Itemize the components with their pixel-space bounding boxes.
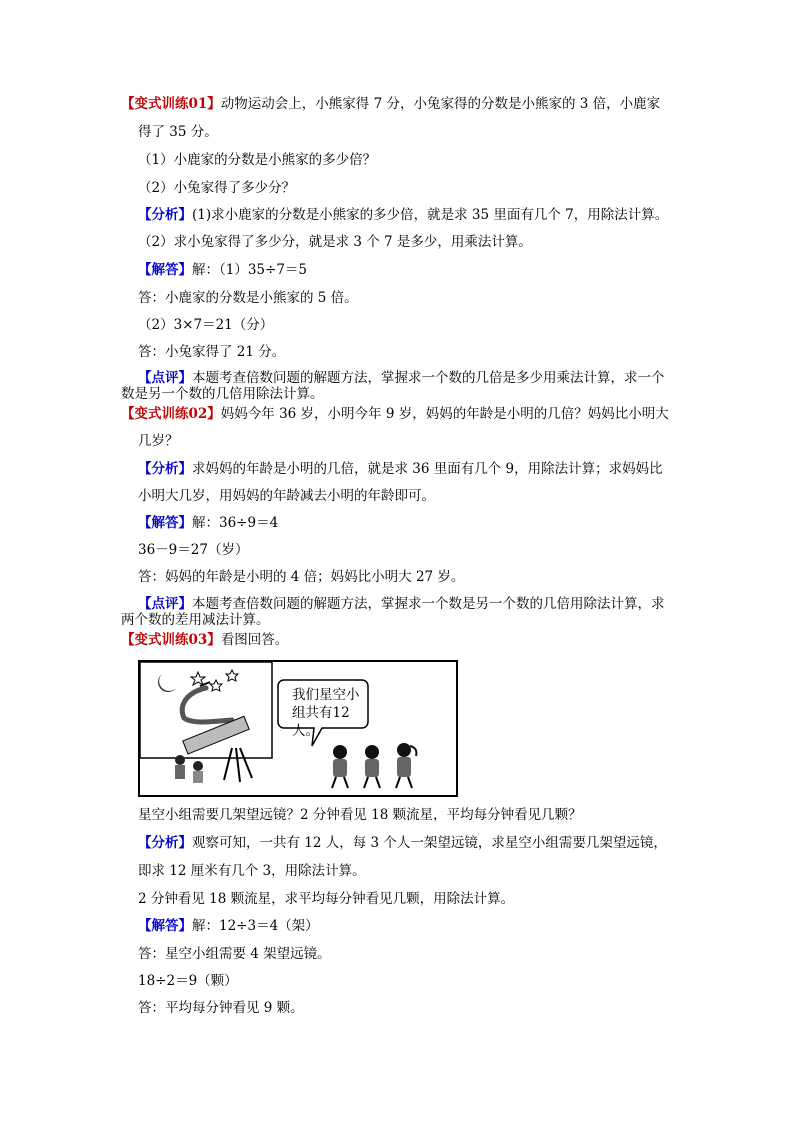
ex3-analysis-tag: 【分析】 xyxy=(138,835,192,851)
child-head-icon xyxy=(175,755,185,765)
ex2-question-text: 妈妈今年 36 岁，小明今年 9 岁，妈妈的年龄是小明的几倍？妈妈比小明大 xyxy=(220,406,669,422)
ex1-analysis-line1 xyxy=(138,206,668,224)
ex2-analysis-line2: 小明大几岁，用妈妈的年龄减去小明的年龄即可。 xyxy=(138,488,435,504)
child-head-icon xyxy=(193,761,203,771)
ex3-question-line1 xyxy=(121,631,288,649)
ex3-question-text: 看图回答。 xyxy=(220,632,289,648)
ex3-analysis-line2: 即求 12 厘米有几个 3，用除法计算。 xyxy=(138,863,366,879)
ex3-analysis-text: 观察可知，一共有 12 人，每 3 个人一架望远镜，求星空小组需要几架望远镜， xyxy=(192,835,667,851)
child-body-icon xyxy=(175,765,185,779)
child-leg-icon xyxy=(408,777,412,788)
child-head-icon xyxy=(333,745,347,759)
child-leg-icon xyxy=(332,777,336,788)
ex3-analysis-line3: 2 分钟看见 18 颗流星，求平均每分钟看见几颗，用除法计算。 xyxy=(138,891,515,907)
ex1-comment-line1 xyxy=(138,371,665,386)
child-head-icon xyxy=(365,745,379,759)
ex2-answer-line3: 答：妈妈的年龄是小明的 4 倍；妈妈比小明大 27 岁。 xyxy=(138,569,465,585)
child-body-icon xyxy=(365,759,379,777)
ex1-sub-question-1: （1）小鹿家的分数是小熊家的多少倍？ xyxy=(138,152,377,168)
ex3-answer-line3: 18÷2＝9（颗） xyxy=(138,973,238,989)
ex2-answer-text: 解：36÷9＝4 xyxy=(192,515,279,531)
ex2-comment-tag: 【点评】 xyxy=(138,596,192,612)
ex1-answer-line2: 答：小鹿家的分数是小熊家的 5 倍。 xyxy=(138,290,358,306)
ex2-answer-line1 xyxy=(138,514,278,532)
ex2-comment-line1 xyxy=(138,597,665,612)
ex2-question-line1 xyxy=(121,405,669,423)
ex3-answer-line1 xyxy=(138,917,319,935)
ex2-comment-line2: 两个数的差用减法计算。 xyxy=(121,612,270,628)
ex3-answer-line4: 答：平均每分钟看见 9 颗。 xyxy=(138,1000,304,1016)
speech-bubble-text: 我们星空小组共有12人。 xyxy=(292,687,360,739)
ex2-analysis-tag: 【分析】 xyxy=(138,461,192,477)
ex1-question-line1 xyxy=(121,95,660,113)
star-group-illustration xyxy=(138,660,458,797)
child-leg-icon xyxy=(396,777,400,788)
ex3-answer-tag: 【解答】 xyxy=(138,918,192,934)
ex3-tag: 【变式训练03】 xyxy=(121,632,221,648)
child-ponytail-icon xyxy=(410,746,416,756)
ex1-answer-tag: 【解答】 xyxy=(138,262,192,278)
ex1-answer-line3: （2）3×7＝21（分） xyxy=(138,317,274,333)
ex1-answer-text: 解：（1）35÷7＝5 xyxy=(192,262,308,278)
ex2-answer-tag: 【解答】 xyxy=(138,515,192,531)
child-body-icon xyxy=(397,757,411,777)
ex2-comment-text: 本题考查倍数问题的解题方法，掌握求一个数是另一个数的几倍用除法计算，求 xyxy=(192,596,665,612)
child-body-icon xyxy=(333,759,347,777)
ex1-analysis-text: (1)求小鹿家的分数是小熊家的多少倍，就是求 35 里面有几个 7，用除法计算。 xyxy=(192,207,669,223)
ex3-analysis-line1 xyxy=(138,834,667,852)
child-leg-icon xyxy=(364,777,368,788)
ex1-answer-line1 xyxy=(138,261,307,279)
ex2-analysis-line1 xyxy=(138,460,663,478)
ex1-question-line2: 得了 35 分。 xyxy=(138,124,218,140)
ex1-comment-line2: 数是另一个数的几倍用除法计算。 xyxy=(121,386,324,402)
ex3-question-line2: 星空小组需要几架望远镜？2 分钟看见 18 颗流星，平均每分钟看见几颗？ xyxy=(138,807,582,823)
ex1-tag: 【变式训练01】 xyxy=(121,96,221,112)
ex3-answer-text: 解：12÷3＝4（架） xyxy=(192,918,319,934)
child-body-icon xyxy=(193,771,203,783)
ex3-answer-line2: 答：星空小组需要 4 架望远镜。 xyxy=(138,946,331,962)
ex1-question-text: 动物运动会上，小熊家得 7 分，小兔家得的分数是小熊家的 3 倍，小鹿家 xyxy=(220,96,661,112)
ex1-analysis-tag: 【分析】 xyxy=(138,207,192,223)
ex1-answer-line4: 答：小兔家得了 21 分。 xyxy=(138,344,286,360)
ex1-comment-text: 本题考查倍数问题的解题方法，掌握求一个数的几倍是多少用乘法计算，求一个 xyxy=(192,370,665,386)
child-leg-icon xyxy=(344,777,348,788)
ex1-comment-tag: 【点评】 xyxy=(138,370,192,386)
ex2-answer-line2: 36－9＝27（岁） xyxy=(138,542,249,558)
ex1-sub-question-2: （2）小兔家得了多少分？ xyxy=(138,180,296,196)
ex2-question-line2: 几岁？ xyxy=(138,433,179,449)
ex2-tag: 【变式训练02】 xyxy=(121,406,221,422)
child-head-icon xyxy=(397,743,411,757)
ex1-analysis-line2: （2）求小兔家得了多少分，就是求 3 个 7 是多少，用乘法计算。 xyxy=(138,234,532,250)
child-leg-icon xyxy=(376,777,380,788)
ex2-analysis-text: 求妈妈的年龄是小明的几倍，就是求 36 里面有几个 9，用除法计算；求妈妈比 xyxy=(192,461,663,477)
